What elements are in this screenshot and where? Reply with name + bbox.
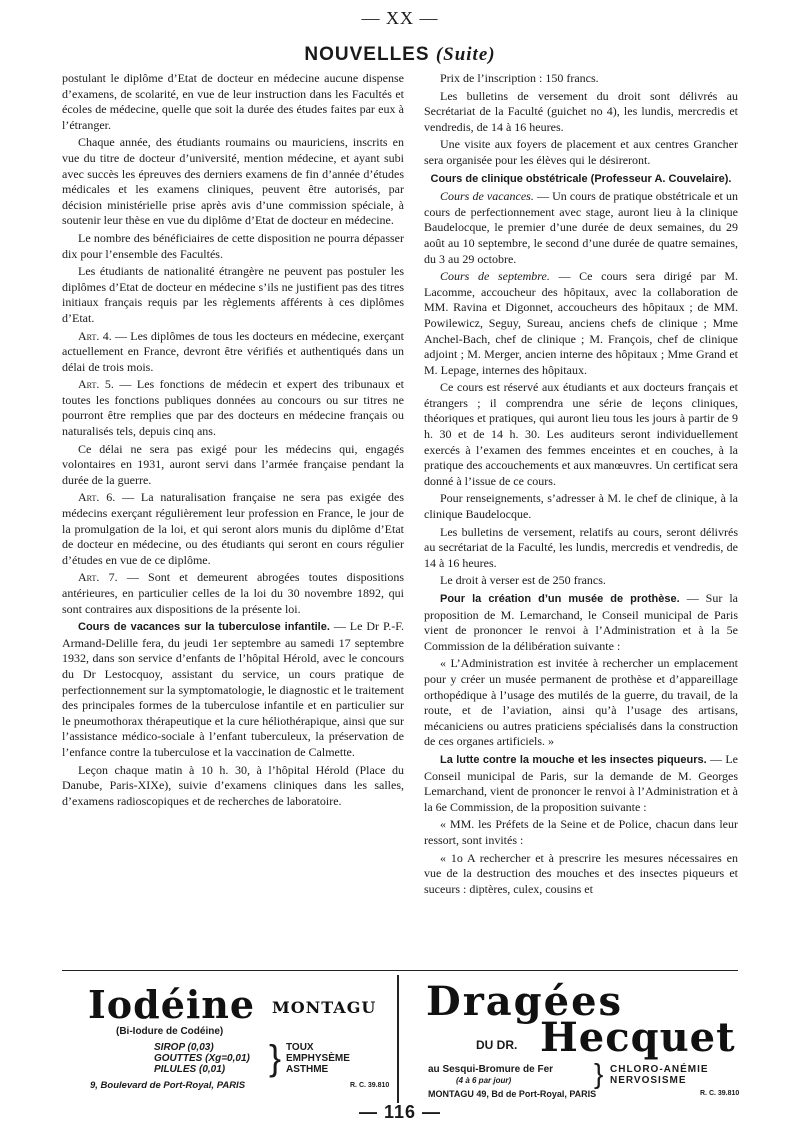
iodeine-brand: Iodéine (88, 982, 256, 1027)
vacances-body: — Le Dr P.-F. Armand-Delille fera, du jeudi 1er septembre au samedi 17 septembre 1932, dans son service d’enfants de l’hôpital Hérold, avec le concours du Dr Lestocquoy, assistant du service, un cours pratique de perfectionnement sur la symptomatologie, le diagnostic et le traitement des principales formes de la tuberculose infantile et en particulier sur le pneumothorax thérapeutique et la cure héliothérapique, ainsi que sur l’assistance médico-sociale à l’enfant tuberculeux, la préservation de l’enfance contre la tuberculose et la vaccination de Calmette. (62, 619, 404, 759)
bulletins2-paragraph: Les bulletins de versement, relatifs au cours, seront délivrés au secrétariat de la Faculté, les lundis, mercredis et vendredis, de 14 à 16 heures. (424, 524, 738, 570)
musee-body: — Sur la proposition de M. Lemarchand, le Conseil municipal de Paris vient de prononcer le renvoi à l’Administration et à la 5e Commission de la délibération suivante : (424, 591, 738, 653)
article-7: Art. 7. — Sont et demeurent abrogées toutes dispositions antérieures, en particulier celles de la loi du 30 novembre 1892, qui sont contraires aux dispositions de la présente loi. (62, 570, 404, 616)
paragraph: Ce délai ne sera pas exigé pour les médecins qui, engagés volontaires en 1931, auront servi dans l’armée française pendant la durée de la guerre. (62, 441, 404, 487)
left-column (62, 71, 404, 811)
visite-paragraph: Une visite aux foyers de placement et aux centres Grancher sera organisée pour les élèves qui le désireront. (424, 137, 738, 167)
iodeine-indication: ASTHME (286, 1064, 329, 1075)
iodeine-indication: EMPHYSÈME (286, 1053, 350, 1064)
mouche-title: La lutte contre la mouche et les insectes piqueurs. (440, 753, 707, 766)
iodeine-indication: TOUX (286, 1042, 314, 1053)
iodeine-subtitle: (Bi-Iodure de Codéine) (116, 1026, 224, 1037)
iodeine-indications (286, 1042, 350, 1075)
ad-divider (397, 975, 399, 1103)
iodeine-advertisement (62, 976, 392, 1101)
clinique-title: Cours de clinique obstétricale (Professeur A. Couvelaire). (430, 172, 732, 185)
iodeine-forms (154, 1042, 250, 1075)
ad-top-rule (62, 970, 738, 971)
musee-paragraph (424, 591, 738, 654)
dragees-indication: NERVOSISME (610, 1075, 687, 1086)
dragees-name: Hecquet (540, 1014, 736, 1061)
renseignements-paragraph: Pour renseignements, s’adresser à M. le chef de clinique, à la clinique Baudelocque. (424, 491, 738, 522)
dragees-indications (610, 1064, 709, 1086)
iodeine-form: SIROP (0,03) (154, 1042, 214, 1053)
vacances-paragraph (62, 619, 404, 760)
article-label: Art. (78, 490, 100, 505)
article-label: Art. (78, 328, 100, 343)
dragees-indication: CHLORO-ANÉMIE (610, 1064, 709, 1075)
page-number: — 116 — (358, 1102, 442, 1122)
reserve-paragraph: Ce cours est réservé aux étudiants et aux docteurs français et étrangers ; il comprendra une série de leçons cliniques, théoriques et pratiques, qui auront lieu tous les jours à partir de 9 h. 30 et de 14 h. 30. Les auditeurs seront individuellement exercés à l’examen des femmes enceintes et en couches, à la pratique des accouchements et aux manœuvres. Un certificat sera donné à l’issue de ce cours. (424, 380, 738, 488)
musee-quote: « L’Administration est invitée à rechercher un emplacement pour y créer un musée permanent de prothèse et d’appareillage orthopédique à l’usage des mutilés de la guerre, du travail, de la route, et de l’aviation, ainsi qu’à l’usage des artisans, mécaniciens ou autres praticiens spécialisés dans la construction de ces organes artificiels. » (424, 656, 738, 749)
prix-paragraph: Prix de l’inscription : 150 francs. (440, 71, 599, 85)
dragees-advertisement (420, 976, 740, 1101)
section-title: NOUVELLES (304, 44, 430, 65)
bulletins-paragraph: Les bulletins de versement du droit sont délivrés au Secrétariat de la Faculté (guichet no 4), les lundis, mercredis et vendredis, de 14 à 16 heures. (424, 88, 738, 134)
article-5: Art. 5. — Les fonctions de médecin et expert des tribunaux et toutes les fonctions publiques données au concours ou sur titres ne pourront être remplies que par des docteurs en médecine français ou naturalisés tels, depuis cinq ans. (62, 377, 404, 439)
dragees-oudr: DU DR. (476, 1038, 518, 1052)
paragraph: postulant le diplôme d’Etat de docteur en médecine aucune dispense d’examens, de scolarité, en vue de leur instruction dans les Facultés et écoles de médecine, quelle que soit la durée des études faites par eux à l’étranger. (62, 71, 404, 132)
paragraph: Chaque année, des étudiants roumains ou mauriciens, inscrits en vue du titre de docteur d’université, mention médecine, et ayant subi avec succès les épreuves des derniers examens de fin d’année d’études médicales et les examens cliniques, peuvent être autorisés, par décision ministérielle prise après avis d’une commission spéciale, à soutenir leur thèse en vue du diplôme d’Etat de docteur en médecine. (62, 135, 404, 228)
droit-paragraph: Le droit à verser est de 250 francs. (440, 573, 606, 588)
iodeine-maker: MONTAGU (272, 998, 377, 1017)
musee-title: Pour la création d’un musée de prothèse. (440, 593, 680, 605)
cours-vacances-body: — Un cours de pratique obstétricale et un cours de perfectionnement avec stage, auront lieu à la clinique Baudelocque, le premier d’une durée de deux semaines, du 29 août au 10 septembre, le second d’une durée de quatre semaines, du 3 au 29 octobre. (424, 189, 738, 266)
cours-vacances-paragraph (424, 189, 738, 267)
right-column (424, 71, 738, 899)
article-label: Art. (78, 377, 100, 392)
cours-septembre-label: Cours de septembre. (440, 269, 550, 284)
prefets-paragraph: « MM. les Préfets de la Seine et de Police, chacun dans leur ressort, sont invités : (424, 817, 738, 847)
iodeine-address: 9, Boulevard de Port-Royal, PARIS (90, 1080, 246, 1091)
cours-septembre-paragraph (424, 269, 738, 378)
dragees-line1: au Sesqui-Bromure de Fer (428, 1064, 554, 1075)
article-4: Art. 4. — Les diplômes de tous les docteurs en médecine, exerçant actuellement en France, devront être vérifiés et authentiqués dans un délai de trois mois. (62, 328, 404, 374)
article-6: Art. 6. — La naturalisation française ne sera pas exigée des médecins exerçant régulièrement leur profession en France, le jour de la promulgation de la loi, et qui seront alors munis du diplôme d’Etat de docteur en médecine, ou des étudiants qui seront en cours régulier d’études en vue de ce diplôme. (62, 490, 404, 567)
mouche-paragraph (424, 752, 738, 815)
cours-septembre-body: — Ce cours sera dirigé par M. Lacomme, accoucheur des hôpitaux, avec la collaboration de MM. Ravina et Digonnet, accoucheurs des hôpitaux ; de MM. Powilewicz, Seguy, Sureau, anciens chefs de clinique ; Mme Anchel-Bach, chef de clinique ; M. François, chef de clinique adjoint ; M. Merger, ancien interne des hôpitaux ; Mme Grand et M. Lepage, internes des hôpitaux. (424, 269, 738, 377)
section-heading (0, 44, 800, 66)
iodeine-form: GOUTTES (Xg=0,01) (154, 1053, 250, 1064)
vacances-title: Cours de vacances sur la tuberculose infantile. (78, 621, 330, 634)
paragraph: Le nombre des bénéficiaires de cette disposition ne pourra dépasser dix pour l’ensemble des Facultés. (62, 230, 404, 261)
clinique-heading (424, 171, 738, 188)
dragees-rc: R. C. 39.810 (700, 1090, 740, 1097)
paragraph: Les étudiants de nationalité étrangère ne peuvent pas postuler les diplômes d’Etat de docteur en médecine s’ils ne justifient pas des titres initiaux français requis par les règlements afférents à ces diplômes d’Etat. (62, 264, 404, 325)
dragees-line2: (4 à 6 par jour) (456, 1076, 512, 1085)
point1-paragraph: « 1o A rechercher et à prescrire les mesures nécessaires en vue de la destruction des mouches et des insectes piqueurs et suceurs : diptères, culex, cousins et (424, 850, 738, 896)
brace-icon: } (594, 1058, 604, 1089)
iodeine-form: PILULES (0,01) (154, 1064, 226, 1075)
dragees-brand: Dragées (426, 978, 624, 1025)
roman-page-number: — XX — (361, 8, 439, 28)
section-suite: (Suite) (435, 44, 496, 65)
lecon-paragraph: Leçon chaque matin à 10 h. 30, à l’hôpital Hérold (Place du Danube, Paris-XIXe), suivie d’examens cliniques dans les salles, d’examens radioscopiques et de recherches de laboratoire. (62, 762, 404, 808)
mouche-body: — Le Conseil municipal de Paris, sur la demande de M. Georges Lemarchand, vient de prononcer le renvoi à l’Administration et à la 6e Commission, de la proposition suivante : (424, 751, 739, 814)
brace-icon: } (269, 1037, 282, 1078)
dragees-address: MONTAGU 49, Bd de Port-Royal, PARIS (428, 1089, 597, 1099)
iodeine-rc: R. C. 39.810 (350, 1082, 390, 1089)
article-label: Art. (78, 570, 100, 585)
cours-vacances-label: Cours de vacances. (440, 189, 534, 204)
